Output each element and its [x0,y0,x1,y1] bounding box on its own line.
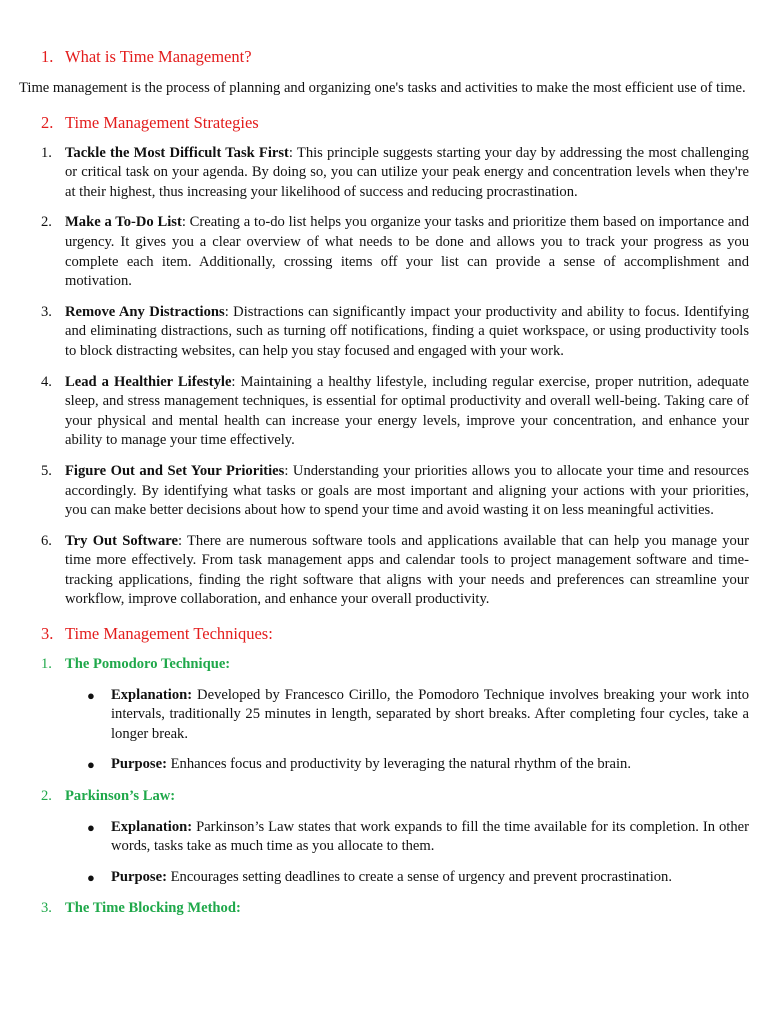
section-1-paragraph: Time management is the process of planning and organizing one's tasks and activities to make the most efficient use of time. [19,80,746,96]
strategy-term: Lead a Healthier Lifestyle [65,373,232,390]
section-1-title: What is Time Management? [65,47,252,66]
section-3-title: Time Management Techniques: [65,624,273,644]
strategy-item [19,532,749,610]
strategy-marker: 3. [41,303,52,320]
section-3-number: 3. [41,624,54,644]
technique-heading [19,787,749,807]
technique-bullets [19,686,749,775]
technique-heading [19,655,749,675]
strategy-item [19,144,749,203]
technique-bullets [19,818,749,888]
bullet-text: Encourages setting deadlines to create a sense of urgency and prevent procrastination. [166,868,673,885]
technique-bullet [19,818,749,857]
strategy-term: Make a To-Do List [65,214,182,231]
strategy-marker: 1. [41,144,52,161]
strategy-item [19,303,749,362]
bullet-label: Explanation: [111,818,193,835]
strategy-text: : This principle suggests starting your day by addressing the most challenging or critical task on your agenda. By doing so, you can utilize your peak energy and concentration levels when they're at their highest, thus increasing your likelihood of success and reducing procrastination. [65,144,749,200]
bullet-text: Developed by Francesco Cirillo, the Pomodoro Technique involves breaking your work into intervals, traditionally 25 minutes in length, separated by short breaks. After completing four cycles, take a longer break. [111,686,749,742]
section-2-title: Time Management Strategies [65,112,259,132]
technique-name: The Pomodoro Technique: [65,656,231,673]
strategy-term: Figure Out and Set Your Priorities [65,462,285,479]
technique-bullet [19,686,749,745]
bullet-text: Parkinson’s Law states that work expands to fill the time available for its completion. In other words, tasks take as much time as you allocate to them. [111,818,749,855]
strategy-text: : Understanding your priorities allows you to allocate your time and resources accordingly. By identifying what tasks or goals are most important and aligning your actions with your priorities, you can make better decisions about how to spend your time and avoid wasting it on less meaningful activities. [65,462,749,519]
section-1-heading [41,46,749,68]
strategy-term: Remove Any Distractions [65,303,225,320]
strategy-term: Try Out Software [65,532,178,549]
section-1-number: 1. [41,47,54,66]
technique-heading [19,899,749,919]
strategy-item [19,373,749,451]
bullet-dot: ● [87,869,95,885]
bullet-label: Explanation: [111,686,193,703]
strategy-text: : Maintaining a healthy lifestyle, including regular exercise, proper nutrition, adequate sleep, and stress management techniques, is essential for optimal productivity and overall well-being. Taking care of your physical and mental health can increase your energy levels, improve your concentration, and enhance your ability to manage your time effectively. [65,373,749,449]
technique-marker: 3. [41,900,52,917]
bullet-dot: ● [87,757,95,773]
technique-bullet [19,868,749,888]
section-2-heading [41,112,749,134]
strategies-list [19,144,749,610]
strategy-marker: 2. [41,214,52,231]
technique-name: The Time Blocking Method: [65,900,241,917]
strategy-item [19,462,749,521]
strategy-term: Tackle the Most Difficult Task First [65,144,289,161]
strategy-marker: 4. [41,373,52,390]
technique-marker: 2. [41,788,52,805]
strategy-text: : Distractions can significantly impact your productivity and ability to focus. Identifying and eliminating distractions, such as turning off notifications, finding a quiet workspace, or using productivity tools to block distracting websites, can help you stay focused and engaged with your work. [65,303,749,359]
bullet-label: Purpose: [111,756,167,773]
technique-marker: 1. [41,656,52,673]
strategy-text: : There are numerous software tools and applications available that can help you manage your time more effectively. From task management apps and calendar tools to project management software and time-tracking applications, finding the right software that aligns with your needs and preferences can streamline your workflow, improve collaboration, and enhance your overall productivity. [65,532,749,608]
bullet-text: Enhances focus and productivity by leveraging the natural rhythm of the brain. [166,756,631,773]
section-3-heading [41,623,749,645]
section-2-number: 2. [41,112,54,132]
bullet-dot: ● [87,819,95,835]
strategy-text: : Creating a to-do list helps you organize your tasks and prioritize them based on importance and urgency. It gives you a clear overview of what needs to be done and allows you to track your progress as you complete each item. Additionally, crossing items off your list can provide a sense of accomplishment and motivation. [65,214,749,290]
strategy-marker: 5. [41,462,52,479]
bullet-label: Purpose: [111,868,167,885]
strategy-marker: 6. [41,532,52,549]
technique-name: Parkinson’s Law: [65,788,176,805]
bullet-dot: ● [87,687,95,703]
strategy-item [19,213,749,291]
technique-bullet [19,755,749,775]
